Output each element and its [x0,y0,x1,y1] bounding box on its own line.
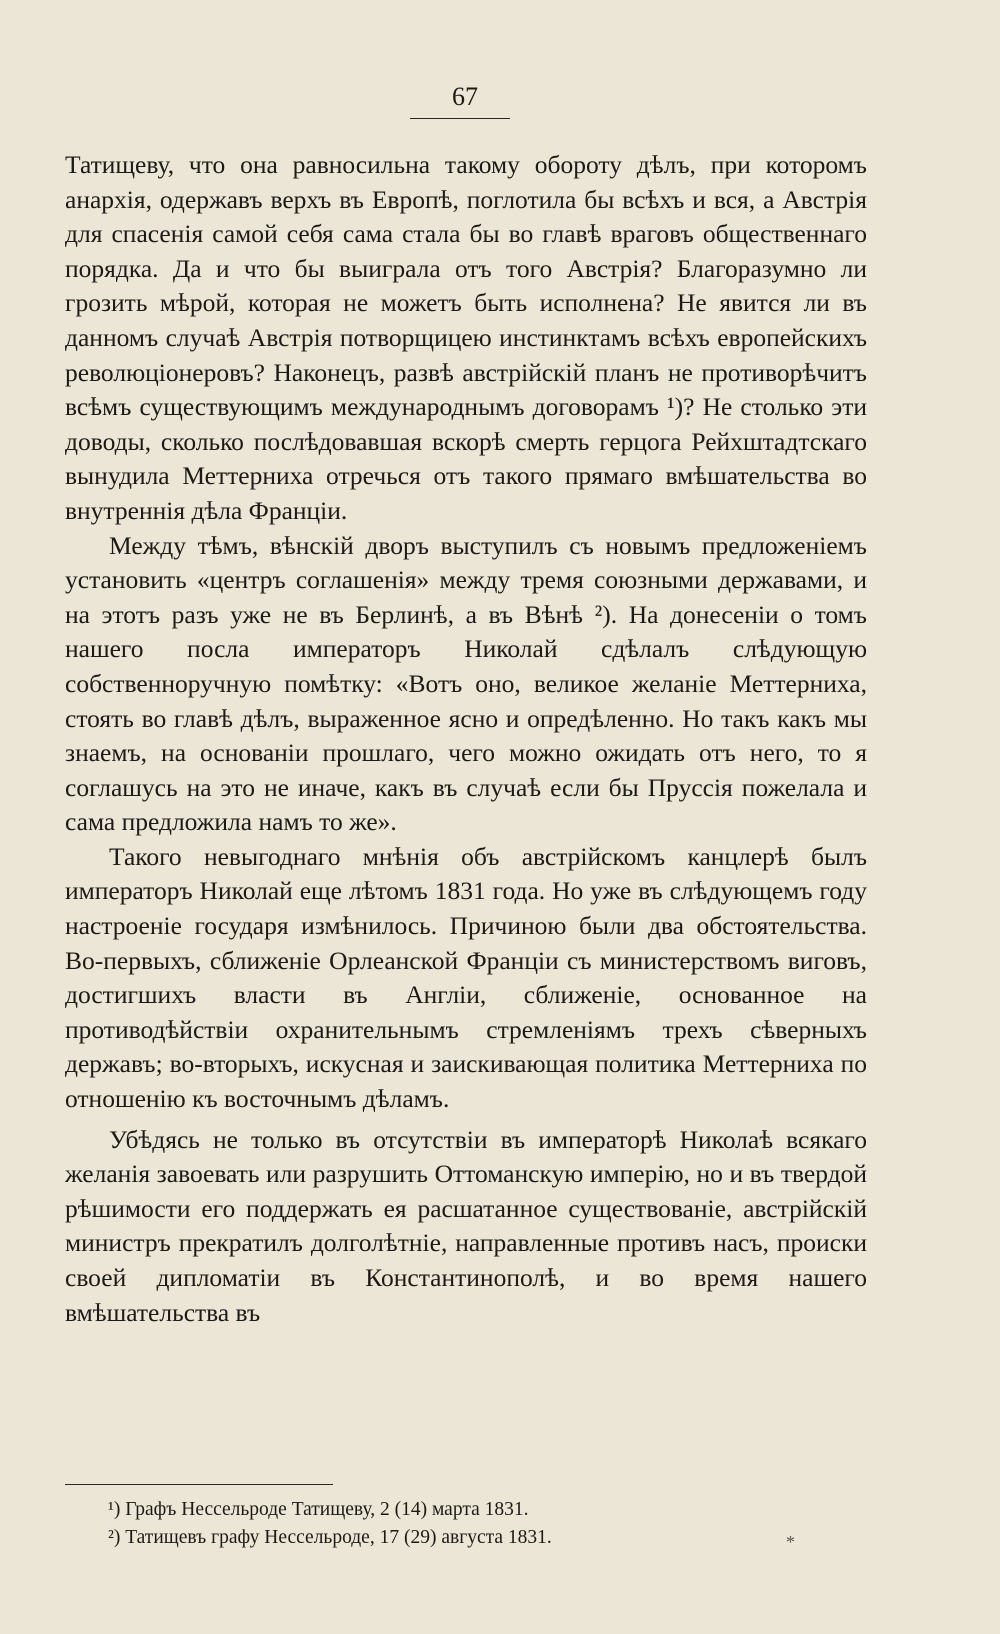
footnote-rule [65,1484,333,1485]
printer-mark: * [786,1532,795,1552]
footnotes [108,1496,868,1552]
paragraph: Татищеву, что она равносильна такому обороту дѣлъ, при которомъ анархія, одержавъ верхъ въ Европѣ, поглотила бы всѣхъ и вся, а Австрія для спасенія самой себя сама стала бы во главѣ враговъ общественнаго порядка. Да и что бы выиграла отъ того Австрія? Благоразумно ли грозить мѣрой, которая не можетъ быть исполнена? Не явится ли въ данномъ случаѣ Австрія потворщицею инстинктамъ всѣхъ европейскихъ революціонеровъ? Наконецъ, развѣ австрійскій планъ не противорѣчитъ всѣмъ существующимъ международнымъ договорамъ ¹)? Не столько эти доводы, сколько послѣдовавшая вскорѣ смерть герцога Рейхштадтскаго вынудила Меттерниха отречься отъ такого прямаго вмѣшательства во внутреннія дѣла Франціи. [65,150,867,525]
footnote: ¹) Графъ Нессельроде Татищеву, 2 (14) марта 1831. [108,1499,529,1520]
paragraph: Убѣдясь не только въ отсутствіи въ императорѣ Николаѣ всякаго желанія завоевать или разрушить Оттоманскую имперію, но и въ твердой рѣшимости его поддержать ея расшатанное существованіе, австрійскій министръ прекратилъ долголѣтніе, направленные противъ насъ, происки своей дипломатіи въ Константинополѣ, и во время нашего вмѣшательства въ [65,1124,867,1327]
body-text [65,148,867,1330]
footnote: ²) Татищевъ графу Нессельроде, 17 (29) августа 1831. [108,1527,552,1548]
paragraph: Такого невыгоднаго мнѣнія объ австрійскомъ канцлерѣ былъ императоръ Николай еще лѣтомъ 1831 года. Но уже въ слѣдующемъ году настроеніе государя измѣнилось. Причиною были два обстоятельства. Во-первыхъ, сближеніе Орлеанской Франціи съ министерствомъ виговъ, достигшихъ власти въ Англіи, сближеніе, основанное на противодѣйствіи охранительнымъ стремленіямъ трехъ сѣверныхъ державъ; во-вторыхъ, искусная и заискивающая политика Меттерниха по отношенію къ восточнымъ дѣламъ. [65,841,867,1114]
page-number-rule [410,118,510,119]
page-number: 67 [452,82,478,111]
paragraph: Между тѣмъ, вѣнскій дворъ выступилъ съ новымъ предложеніемъ установить «центръ соглашенія» между тремя союзными державами, и на этотъ разъ уже не въ Берлинѣ, а въ Вѣнѣ ²). На донесеніи о томъ нашего посла императоръ Николай сдѣлалъ слѣдующую собственноручную помѣтку: «Вотъ оно, великое желаніе Меттерниха, стоять во главѣ дѣлъ, выраженное ясно и опредѣленно. Но такъ какъ мы знаемъ, на основаніи прошлаго, чего можно ожидать отъ него, то я соглашусь на это не иначе, какъ въ случаѣ если бы Пруссія пожелала и сама предложила намъ то же». [65,530,867,837]
